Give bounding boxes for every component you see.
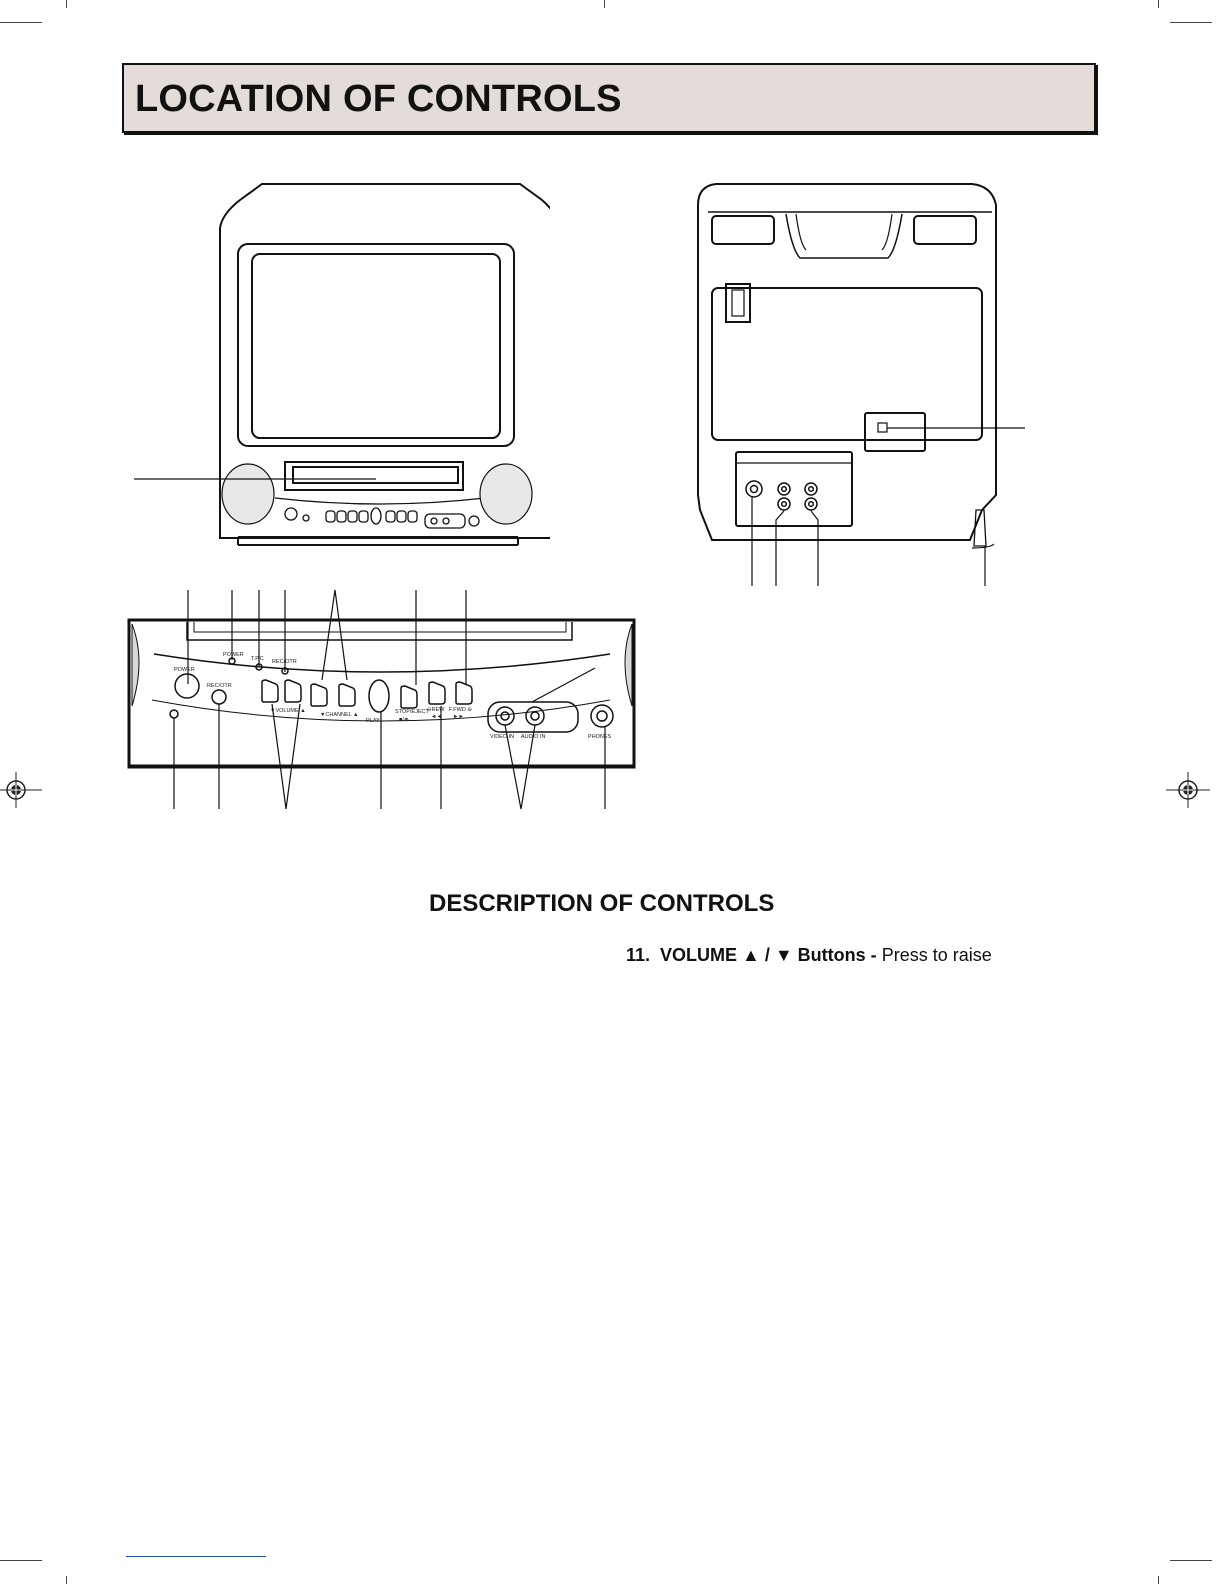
crop-mark [0, 1560, 42, 1561]
crop-mark [604, 0, 605, 8]
label-volume: ▼VOLUME ▲ [270, 708, 306, 714]
label-video-in: VIDEO IN [490, 734, 515, 740]
crop-mark [1170, 1560, 1212, 1561]
label-audio-in: AUDIO IN [521, 734, 546, 740]
label-stop-eject-symbol: ■/⏏ [399, 717, 410, 723]
label-play: PLAY [366, 718, 380, 724]
registration-mark-left [0, 772, 42, 808]
tv-front-illustration [130, 175, 550, 555]
item-number: 11. [626, 945, 651, 965]
label-recotr: REC/OTR [207, 683, 232, 689]
crop-mark [1158, 0, 1159, 8]
registration-mark-right [1166, 772, 1210, 808]
crop-mark [66, 1576, 67, 1584]
control-panel-illustration [126, 588, 638, 810]
footer-rule [126, 1556, 266, 1557]
label-power: POWER [174, 667, 195, 673]
crop-mark [66, 0, 67, 8]
tv-rear-illustration [690, 175, 1030, 590]
label-tpc: T.P.C [251, 656, 264, 662]
label-phones: PHONES [588, 734, 612, 740]
label-stop-eject: STOP/EJECT [395, 709, 429, 715]
label-ffwd-symbol: ►► [453, 714, 464, 720]
label-power-led: POWER [223, 652, 244, 658]
page-title: LOCATION OF CONTROLS [135, 78, 622, 120]
crop-mark [0, 22, 42, 23]
label-rew: ⊖REW [427, 707, 445, 713]
description-item-volume [626, 945, 992, 966]
label-ffwd: F.FWD ⊖ [449, 707, 472, 713]
label-rew-symbol: ◄◄ [431, 714, 442, 720]
label-channel: ▼CHANNEL ▲ [320, 712, 359, 718]
crop-mark [1170, 22, 1212, 23]
item-name: VOLUME ▲ / ▼ Buttons - [660, 945, 877, 965]
crop-mark [1158, 1576, 1159, 1584]
item-text: Press to raise [881, 945, 992, 965]
section-heading: DESCRIPTION OF CONTROLS [429, 890, 775, 917]
title-banner [122, 63, 1096, 133]
label-recotr-led: REC/OTR [272, 659, 297, 665]
